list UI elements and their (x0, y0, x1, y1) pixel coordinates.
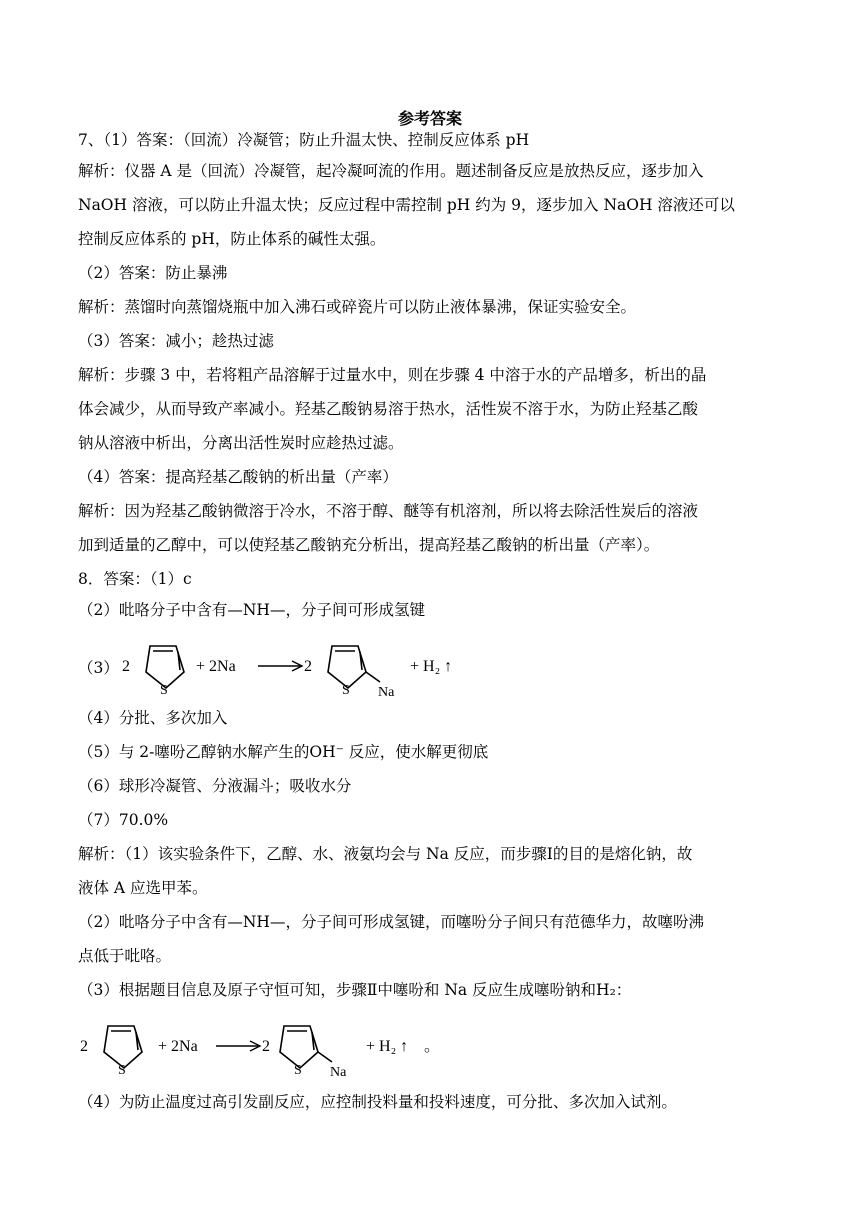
thiophene-sodium-ring (280, 1026, 332, 1068)
sodium-label: Na (330, 1065, 347, 1080)
hydrogen-product: + H₂ ↑ (410, 658, 453, 675)
text-line: 体会减少，从而导致产率减小。羟基乙酸钠易溶于热水，活性炭不溶于水，为防止羟基乙酸 (78, 400, 699, 418)
text-line: 7、（1）答案：（回流）冷凝管；防止升温太快、控制反应体系 pH (78, 131, 530, 149)
text-line: 点低于吡咯。 (78, 947, 172, 965)
reaction-equation-2 (78, 1014, 598, 1084)
sodium-reagent: + 2Na (158, 1038, 198, 1055)
coefficient: 2 (80, 1038, 88, 1055)
coefficient: 2 (262, 1038, 270, 1055)
reaction-equation-1 (78, 634, 598, 704)
thiophene-ring (146, 646, 184, 688)
text-line: （2）吡咯分子中含有—NH—，分子间可形成氢键 (78, 601, 425, 619)
sodium-reagent: + 2Na (196, 658, 236, 675)
reaction-arrow (258, 661, 302, 671)
text-line: 解析：仪器 A 是（回流）冷凝管，起冷凝呵流的作用。题述制备反应是放热反应，逐步加入 (78, 162, 704, 180)
sodium-label: Na (378, 685, 395, 700)
reaction-diagram (78, 634, 598, 704)
text-line: NaOH 溶液，可以防止升温太快；反应过程中需控制 pH 约为 9，逐步加入 NaOH 溶液还可以 (78, 196, 735, 214)
sulfur-label: S (294, 1063, 302, 1078)
text-line: （7）70.0% (78, 811, 169, 829)
text-line: 解析：步骤 3 中，若将粗产品溶解于过量水中，则在步骤 4 中溶于水的产品增多，析出的晶 (78, 366, 707, 384)
text-line: 钠从溶液中析出，分离出活性炭时应趁热过滤。 (78, 434, 404, 452)
thiophene-ring (104, 1026, 142, 1068)
text-line: 解析：因为羟基乙酸钠微溶于冷水，不溶于醇、醚等有机溶剂，所以将去除活性炭后的溶液 (78, 502, 699, 520)
text-line: （5）与 2-噻吩乙醇钠水解产生的OH⁻ 反应，使水解更彻底 (78, 743, 489, 761)
text-line: 8．答案：（1）c (78, 570, 192, 588)
text-line: （6）球形冷凝管、分液漏斗；吸收水分 (78, 777, 352, 795)
text-line: （4）答案：提高羟基乙酸钠的析出量（产率） (78, 468, 398, 486)
text-line: 加到适量的乙醇中，可以使羟基乙酸钠充分析出，提高羟基乙酸钠的析出量（产率）。 (78, 536, 660, 554)
coefficient: 2 (122, 658, 130, 675)
text-line: 控制反应体系的 pH，防止体系的碱性太强。 (78, 230, 386, 248)
text-line: （3）根据题目信息及原子守恒可知，步骤Ⅱ中噻吩和 Na 反应生成噻吩钠和H₂： (78, 981, 632, 999)
text-line: （4）分批、多次加入 (78, 709, 228, 727)
reaction-arrow (216, 1041, 260, 1051)
text-line: 解析：（1）该实验条件下，乙醇、水、液氨均会与 Na 反应，而步骤Ⅰ的目的是熔化钠，故 (78, 845, 693, 863)
sentence-end: 。 (424, 1038, 441, 1055)
text-line: （4）为防止温度过高引发副反应，应控制投料量和投料速度，可分批、多次加入试剂。 (78, 1093, 677, 1111)
hydrogen-product: + H₂ ↑ (366, 1038, 409, 1055)
sulfur-label: S (118, 1063, 126, 1078)
reaction-label: （3） (78, 659, 119, 677)
sulfur-label: S (160, 683, 168, 698)
text-line: （2）吡咯分子中含有—NH—，分子间可形成氢键，而噻吩分子间只有范德华力，故噻吩沸 (78, 913, 704, 931)
text-line: （2）答案：防止暴沸 (78, 264, 228, 282)
text-line: 液体 A 应选甲苯。 (78, 879, 208, 897)
reaction-diagram (78, 1014, 598, 1084)
coefficient: 2 (304, 658, 312, 675)
page-title: 参考答案 (397, 109, 462, 128)
text-line: （3）答案：减小；趁热过滤 (78, 332, 274, 350)
text-line: 解析：蒸馏时向蒸馏烧瓶中加入沸石或碎瓷片可以防止液体暴沸，保证实验安全。 (78, 298, 637, 316)
thiophene-sodium-ring (328, 646, 380, 688)
sulfur-label: S (342, 683, 350, 698)
